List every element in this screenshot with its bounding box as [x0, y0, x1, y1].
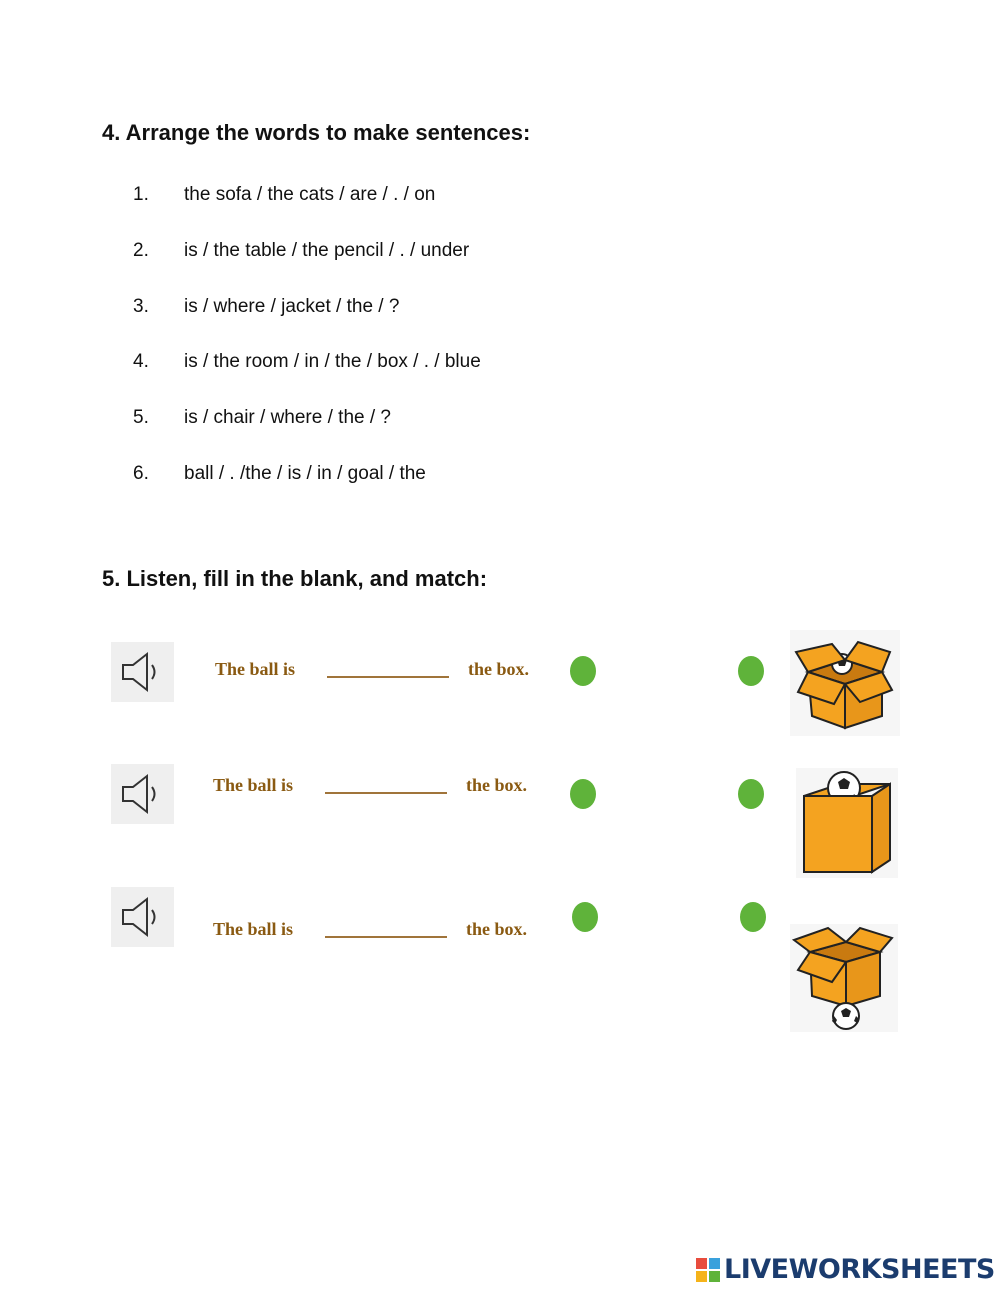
speaker-icon: [119, 895, 167, 939]
section-5-heading: 5. Listen, fill in the blank, and match:: [102, 566, 488, 591]
picture-ball-on-box: [796, 768, 898, 878]
picture-ball-in-box: [790, 630, 900, 736]
picture-ball-under-box: [790, 924, 898, 1032]
audio-play-button[interactable]: [111, 764, 174, 824]
section-4-heading: 4. Arrange the words to make sentences:: [102, 120, 531, 145]
scrambled-sentence: ball / . /the / is / in / goal / the: [184, 463, 426, 484]
sentence-prefix: The ball is: [213, 775, 294, 795]
answer-blank[interactable]: [325, 936, 447, 938]
item-number: 3.: [133, 296, 149, 317]
scrambled-sentence: is / where / jacket / the / ?: [184, 296, 400, 317]
match-dot-left[interactable]: [570, 779, 596, 809]
speaker-icon: [119, 772, 167, 816]
item-number: 2.: [133, 240, 149, 261]
match-dot-left[interactable]: [570, 656, 596, 686]
match-dot-left[interactable]: [572, 902, 598, 932]
match-dot-right[interactable]: [738, 656, 764, 686]
match-dot-right[interactable]: [738, 779, 764, 809]
liveworksheets-logo: [696, 1254, 995, 1285]
scrambled-sentence: is / chair / where / the / ?: [184, 407, 391, 428]
scrambled-sentence: the sofa / the cats / are / . / on: [184, 184, 436, 205]
item-number: 4.: [133, 351, 149, 372]
item-number: 5.: [133, 407, 149, 428]
item-number: 1.: [133, 184, 149, 205]
sentence-suffix: the box.: [466, 775, 528, 795]
sentence-suffix: the box.: [468, 659, 530, 679]
speaker-icon: [119, 650, 167, 694]
logo-icon: [696, 1258, 720, 1282]
sentence-prefix: The ball is: [215, 659, 296, 679]
answer-blank[interactable]: [325, 792, 447, 794]
audio-play-button[interactable]: [111, 642, 174, 702]
sentence-suffix: the box.: [466, 919, 528, 939]
match-dot-right[interactable]: [740, 902, 766, 932]
sentence-prefix: The ball is: [213, 919, 294, 939]
scrambled-sentence: is / the table / the pencil / . / under: [184, 240, 470, 261]
scrambled-sentence: is / the room / in / the / box / . / blue: [184, 351, 481, 372]
logo-text: LIVEWORKSHEETS: [724, 1254, 995, 1285]
audio-play-button[interactable]: [111, 887, 174, 947]
answer-blank[interactable]: [327, 676, 449, 678]
item-number: 6.: [133, 463, 149, 484]
